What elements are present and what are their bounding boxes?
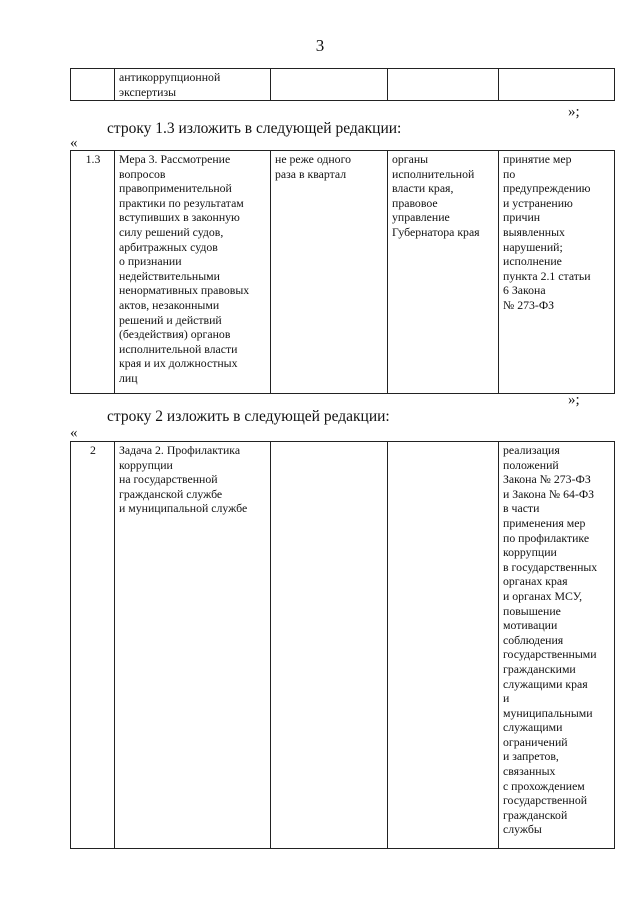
cell-text-line: и bbox=[503, 691, 510, 706]
period-cell bbox=[271, 442, 388, 849]
period-cell bbox=[271, 69, 388, 101]
cell-text-line: по профилактике bbox=[503, 530, 590, 545]
cell-text-line: решений и действий bbox=[119, 312, 222, 327]
cell-text-line: правоприменительной bbox=[119, 181, 232, 196]
cell-text-line: экспертизы bbox=[119, 84, 177, 99]
row-number-cell: 2 bbox=[71, 442, 115, 849]
cell-text-line: недействительными bbox=[119, 268, 220, 283]
cell-text-line: мотивации bbox=[503, 618, 558, 633]
cell-text-line: 6 Закона bbox=[503, 283, 546, 298]
executor-cell bbox=[388, 151, 499, 394]
result-cell bbox=[499, 442, 615, 849]
cell-text-line: коррупции bbox=[503, 545, 557, 560]
closing-quote-2: »; bbox=[568, 392, 580, 408]
cell-text-line: муниципальными bbox=[503, 705, 593, 720]
table-row-2 bbox=[70, 441, 615, 849]
cell-text-line: в части bbox=[503, 501, 540, 516]
cell-text-line: и муниципальной службе bbox=[119, 501, 248, 516]
cell-text-line: в государственных bbox=[503, 559, 598, 574]
table-fragment-top bbox=[70, 68, 615, 101]
cell-text-line: повышение bbox=[503, 603, 561, 618]
cell-text-line: и Закона № 64-ФЗ bbox=[503, 486, 595, 501]
cell-text-line: нарушений; bbox=[503, 239, 563, 254]
cell-text-line: органах края bbox=[503, 574, 568, 589]
cell-text-line: актов, незаконными bbox=[119, 297, 220, 312]
cell-text-line: исполнительной bbox=[392, 166, 475, 181]
cell-text-line: края и их должностных bbox=[119, 356, 238, 371]
cell-text-line: не реже одного bbox=[275, 152, 352, 166]
cell-text-line: применения мер bbox=[503, 515, 586, 530]
result-cell bbox=[499, 151, 615, 394]
row-number-cell: 1.3 bbox=[71, 151, 115, 394]
cell-text-line: исполнительной власти bbox=[119, 341, 238, 356]
cell-text-line: ненормативных правовых bbox=[119, 283, 250, 298]
cell-text-line: органы bbox=[392, 152, 429, 166]
cell-text-line: коррупции bbox=[119, 457, 173, 472]
cell-text-line: служащими края bbox=[503, 676, 588, 691]
table-row bbox=[71, 151, 615, 394]
cell-text-line: раза в квартал bbox=[275, 166, 347, 181]
cell-text-line: выявленных bbox=[503, 224, 565, 239]
cell-text-line: гражданской bbox=[503, 807, 568, 822]
instruction-caption-2: строку 2 изложить в следующей редакции: bbox=[107, 408, 390, 425]
cell-text-line: арбитражных судов bbox=[119, 239, 218, 254]
cell-text-line: предупреждению bbox=[503, 181, 591, 196]
cell-text-line: положений bbox=[503, 457, 559, 472]
cell-text-line: причин bbox=[503, 210, 541, 225]
cell-text-line: с прохождением bbox=[503, 778, 585, 793]
cell-text-line: о признании bbox=[119, 254, 182, 269]
cell-text-line: вступивших в законную bbox=[119, 210, 240, 225]
executor-cell bbox=[388, 442, 499, 849]
cell-text-line: исполнение bbox=[503, 254, 562, 269]
cell-text-line: Мера 3. Рассмотрение bbox=[119, 152, 231, 166]
executor-cell bbox=[388, 69, 499, 101]
cell-text-line: реализация bbox=[503, 443, 560, 457]
table-row bbox=[71, 442, 615, 849]
page-number: 3 bbox=[315, 36, 325, 55]
table-row-1-3 bbox=[70, 150, 615, 394]
row-number-cell bbox=[71, 69, 115, 101]
cell-text-line: правовое bbox=[392, 195, 438, 210]
instruction-caption-1: строку 1.3 изложить в следующей редакции: bbox=[107, 120, 402, 137]
cell-text-line: и устранению bbox=[503, 195, 573, 210]
cell-text-line: силу решений судов, bbox=[119, 224, 224, 239]
table-row bbox=[71, 69, 615, 101]
cell-text-line: практики по результатам bbox=[119, 195, 244, 210]
cell-text-line: связанных bbox=[503, 764, 556, 779]
cell-text-line: Задача 2. Профилактика bbox=[119, 443, 241, 457]
cell-text-line: служащими bbox=[503, 720, 563, 735]
period-cell bbox=[271, 151, 388, 394]
cell-text-line: гражданской службе bbox=[119, 486, 223, 501]
cell-text-line: гражданскими bbox=[503, 661, 576, 676]
cell-text-line: по bbox=[503, 166, 516, 181]
cell-text-line: государственными bbox=[503, 647, 597, 662]
cell-text-line: антикоррупционной bbox=[119, 70, 221, 84]
cell-text-line: службы bbox=[503, 822, 542, 837]
cell-text-line: на государственной bbox=[119, 472, 218, 487]
cell-text-line: вопросов bbox=[119, 166, 166, 181]
opening-quote-2: « bbox=[70, 425, 78, 441]
cell-text-line: принятие мер bbox=[503, 152, 572, 166]
opening-quote-1: « bbox=[70, 135, 78, 151]
cell-text-line: государственной bbox=[503, 793, 588, 808]
measure-cell bbox=[115, 69, 271, 101]
cell-text-line: Губернатора края bbox=[392, 224, 480, 239]
cell-text-line: (бездействия) органов bbox=[119, 327, 231, 342]
cell-text-line: лиц bbox=[119, 370, 138, 385]
cell-text-line: ограничений bbox=[503, 734, 568, 749]
cell-text-line: управление bbox=[392, 210, 450, 225]
cell-text-line: и органах МСУ, bbox=[503, 588, 583, 603]
measure-cell bbox=[115, 442, 271, 849]
cell-text-line: соблюдения bbox=[503, 632, 564, 647]
cell-text-line: Закона № 273-ФЗ bbox=[503, 472, 591, 487]
cell-text-line: № 273-ФЗ bbox=[503, 297, 555, 312]
cell-text-line: и запретов, bbox=[503, 749, 559, 764]
result-cell bbox=[499, 69, 615, 101]
cell-text-line: власти края, bbox=[392, 181, 454, 196]
measure-cell bbox=[115, 151, 271, 394]
closing-quote-1: »; bbox=[568, 104, 580, 120]
cell-text-line: пункта 2.1 статьи bbox=[503, 268, 591, 283]
